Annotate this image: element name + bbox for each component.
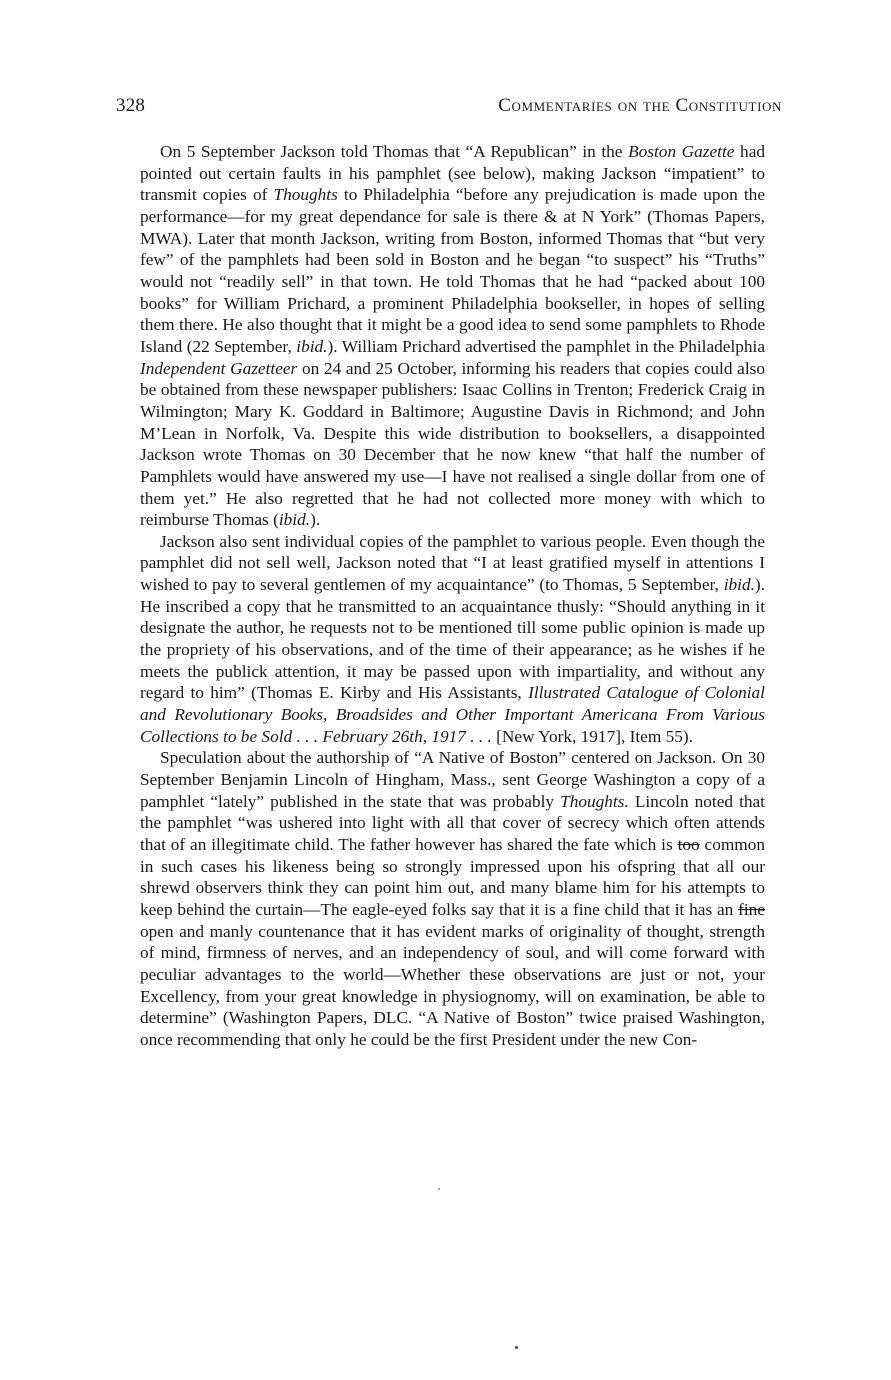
- running-title: Commentaries on the Constitution: [498, 95, 782, 116]
- text-run: common in such cases his likeness being so strongly impressed upon his ofspring that all our shrewd observers think they can point him out, and many blame him for his attempts to keep behind the curtain—The eagle-eyed folks say that it is a fine child that it has an: [140, 835, 765, 919]
- text-run: ).: [310, 510, 321, 530]
- text-run: had pointed out certain faults in his pamphlet (see below), making Jackson “impatient” to transmit copies of: [140, 142, 766, 205]
- text-run: open and manly countenance that it has evident marks of originality of thought, strength of mind, firmness of nerves, and an independency of soul, and will come forward with peculiar advantages to the world—Whether these observations are just or not, your Excellency, from your great knowledge in physiognomy, will on examination, be able to determine” (Washington Papers, DLC. “A Native of Boston” twice praised Washington, once recommending that only he could be the first President under the new Con-: [140, 921, 765, 1049]
- struck-text: fine: [738, 899, 765, 919]
- italic-text: ibid.: [723, 575, 755, 595]
- italic-text: Thoughts.: [560, 791, 629, 811]
- page-number: 328: [116, 95, 146, 116]
- text-run: on 24 and 25 October, informing his readers that copies could also be obtained from these newspaper publishers: Isaac Collins in Trenton; Frederick Craig in Wilmington; Mary K. Goddard in Baltimore; Augustine Davis in Richmond; and John M’Lean in Norfolk, Va. Despite this wide distribution to booksellers, a disappointed Jackson wrote Thomas on 30 December that he now knew “that half the number of Pamphlets would have answered my use—I have not realised a single dollar from one of them yet.” He also regretted that he had not collected more money with which to reimburse Thomas (: [140, 358, 765, 530]
- paragraph-1: [140, 141, 765, 531]
- paragraph-3: [140, 747, 765, 1050]
- text-run: to Philadelphia “before any prejudication is made upon the performance—for my great dependance for sale is there & at N York” (Thomas Papers, MWA). Later that month Jackson, writing from Boston, informed Thomas that “but very few” of the pamphlets had been sold in Boston and he began “to suspect” his “Truths” would not “readily sell” in that town. He told Thomas that he had “packed about 100 books” for William Prichard, a prominent Philadelphia bookseller, in hopes of selling them there. He also thought that it might be a good idea to send some pamphlets to Rhode Island (22 September,: [140, 185, 765, 356]
- text-run: ). William Prichard advertised the pamphlet in the Philadelphia: [327, 336, 765, 356]
- text-run: Jackson also sent individual copies of the pamphlet to various people. Even though the pamphlet did not sell well, Jackson noted that “I at least gratified myself in attentions I wished to pay to several gentlemen of my acquaintance” (to Thomas, 5 September,: [140, 531, 765, 595]
- text-run: Lincoln noted that the pamphlet “was ushered into light with all that cover of secrecy which often attends that of an illegitimate child. The father however has shared the fate which is: [140, 791, 765, 854]
- text-run: Speculation about the authorship of “A Native of Boston” centered on Jackson. On 30 September Benjamin Lincoln of Hingham, Mass., sent George Washington a copy of a pamphlet “lately” published in the state that was probably: [140, 748, 765, 811]
- italic-text: ibid.: [278, 510, 311, 530]
- body-text: [140, 141, 765, 1051]
- italic-text: Independent Gazetteer: [140, 358, 298, 378]
- italic-text: ibid.: [296, 336, 328, 356]
- text-run: [New York, 1917], Item 55).: [491, 726, 693, 746]
- text-run: ). He inscribed a copy that he transmitted to an acquaintance thusly: “Should anything in it designate the author, he requests not to be mentioned till some public opinion is made up the propriety of his observations, and of the time of their appearance; as he wishes if he meets the publick attention, it may be passed upon with impartiality, and without any regard to him” (Thomas E. Kirby and His Assistants,: [140, 575, 765, 703]
- italic-text: Thoughts: [273, 185, 338, 205]
- struck-text: too: [677, 835, 700, 854]
- scan-speck: [515, 1346, 518, 1349]
- paragraph-2: [140, 531, 765, 748]
- scan-speck: [438, 1188, 440, 1190]
- text-run: On 5 September Jackson told Thomas that “A Republican” in the: [160, 142, 629, 161]
- running-head: [116, 95, 782, 121]
- italic-text: Boston Gazette: [628, 142, 735, 161]
- italic-text: Illustrated Catalogue of Colonial and Revolutionary Books, Broadsides and Other Important Americana From Various Collections to be Sold . . . February 26th, 1917 . . .: [140, 683, 765, 746]
